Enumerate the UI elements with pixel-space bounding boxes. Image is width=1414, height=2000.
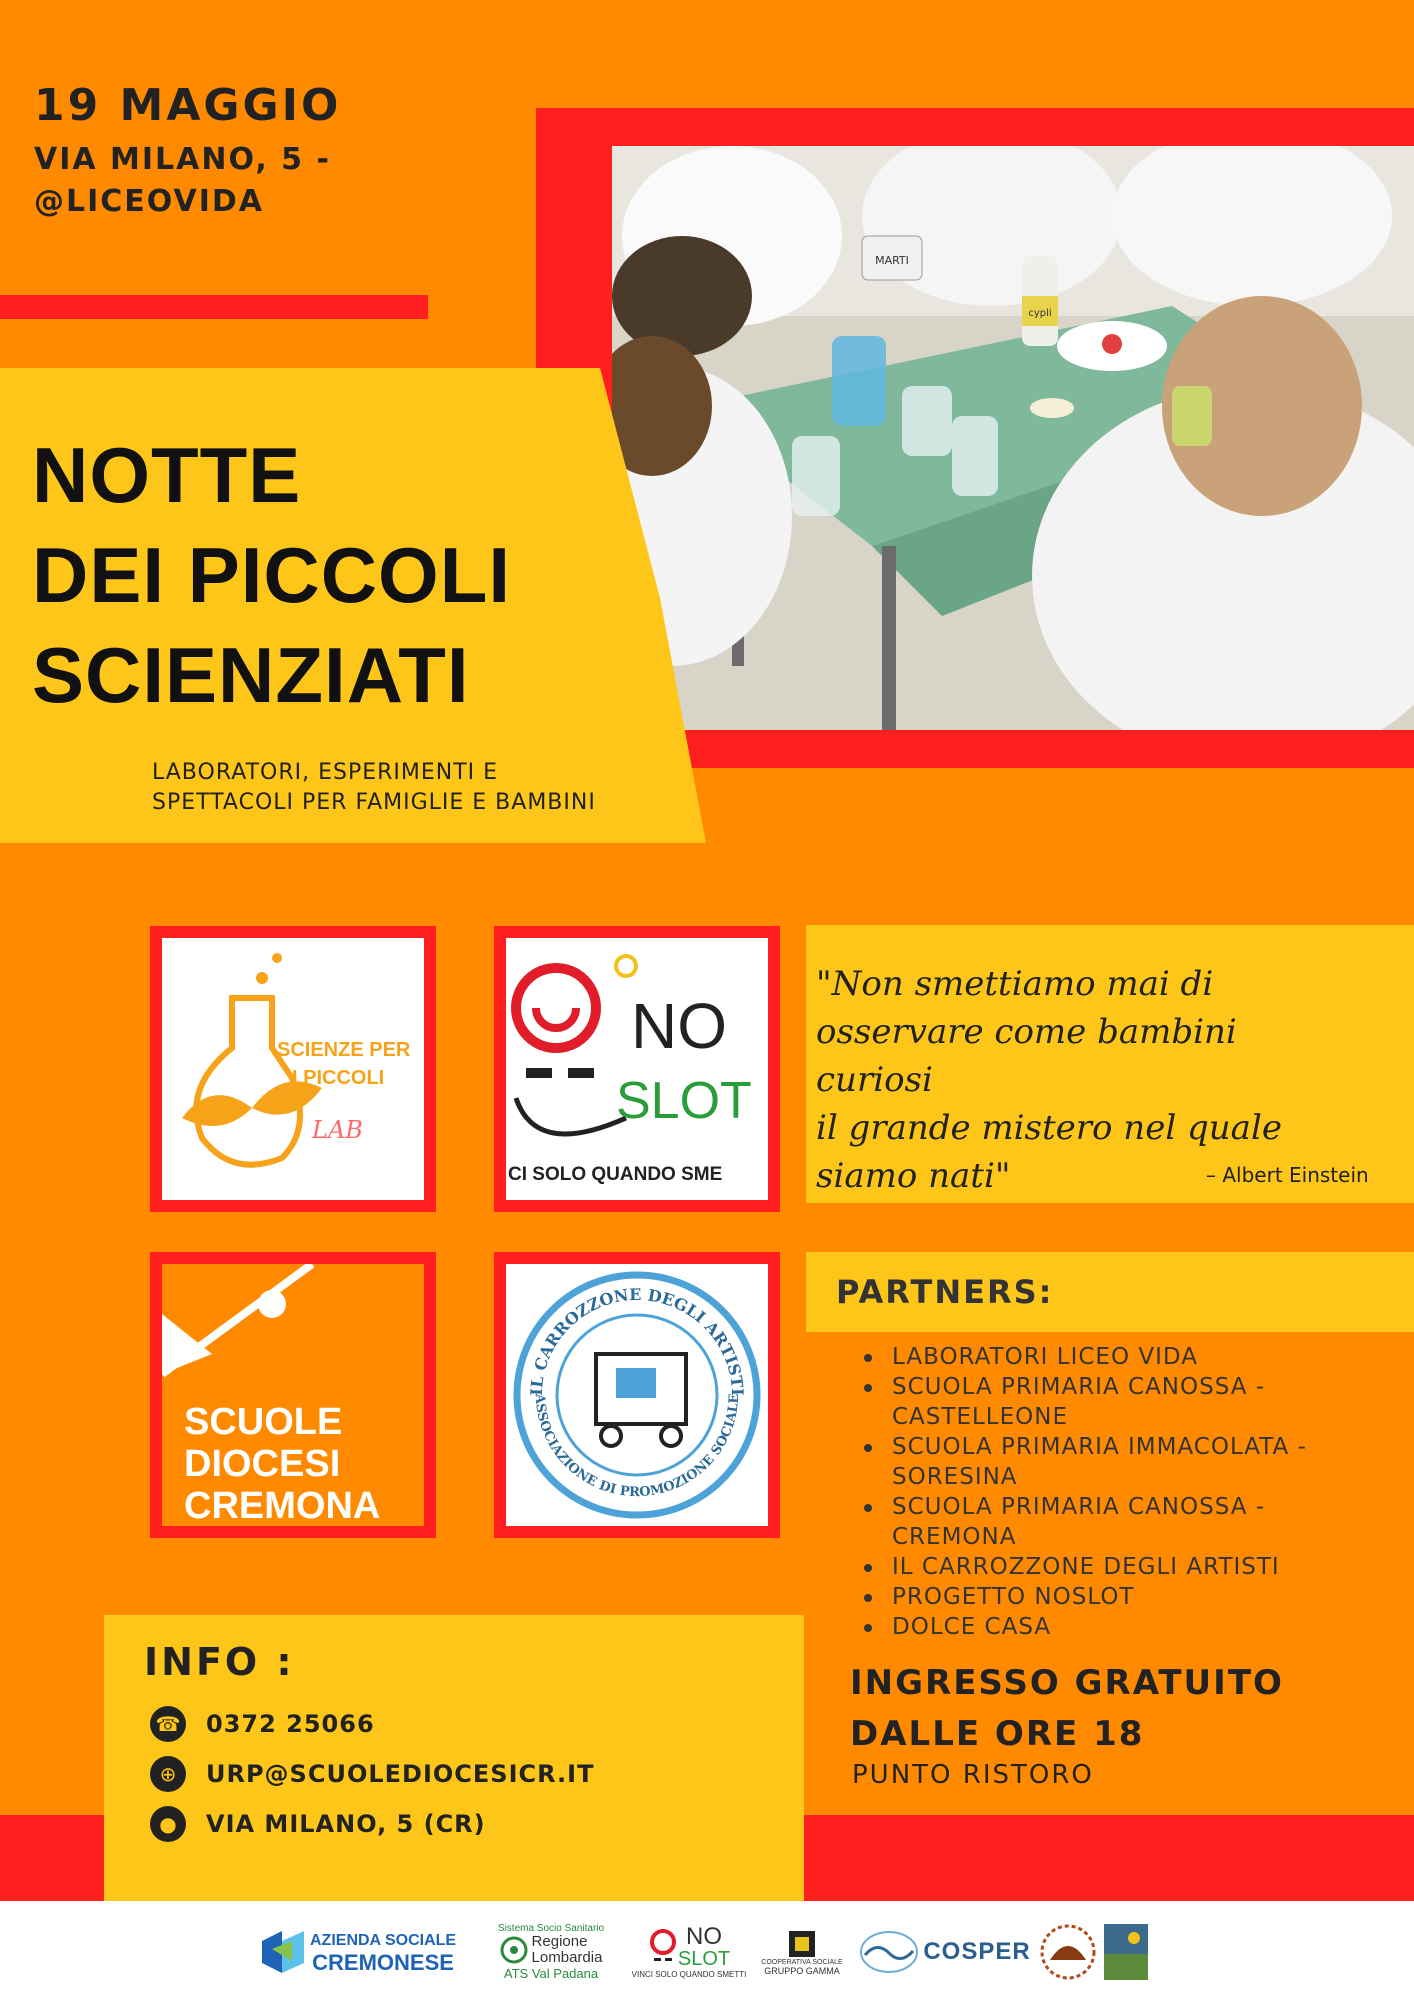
carrozzone-top-text: IL CARROZZONE DEGLI ARTISTI xyxy=(526,1284,748,1396)
bottle-label: cypli xyxy=(1028,308,1052,319)
refreshment-point: PUNTO RISTORO xyxy=(852,1760,1094,1790)
red-divider xyxy=(0,295,428,319)
flask-icon xyxy=(196,998,300,1165)
quote-line-4: siamo nati" xyxy=(816,1156,1011,1196)
partner-item: SCUOLA PRIMARIA IMMACOLATA - SORESINA xyxy=(860,1432,1380,1492)
scienze-badge: LAB xyxy=(312,1116,363,1144)
scuole-line-3: CREMONA xyxy=(184,1485,381,1526)
event-title-line-3: SCIENZIATI xyxy=(32,631,470,719)
info-phone[interactable]: 0372 25066 xyxy=(206,1710,375,1738)
quote-line-3: il grande mistero nel quale xyxy=(816,1108,1282,1148)
info-address: VIA MILANO, 5 (CR) xyxy=(206,1810,486,1838)
event-title-line-2: DEI PICCOLI xyxy=(32,531,512,619)
name-tag: MARTI xyxy=(875,254,909,267)
event-handle: @LICEOVIDA xyxy=(34,184,264,219)
regione-line-1: Regione xyxy=(531,1933,588,1950)
regione-line-2: Lombardia xyxy=(531,1949,603,1966)
sponsor-consortium-logo xyxy=(1100,1910,1152,1994)
quote-line-2: osservare come bambini curiosi xyxy=(816,1012,1237,1100)
logo-scienze-per-i-piccoli xyxy=(150,926,436,1212)
sponsor-azienda-sociale-cremonese xyxy=(262,1910,472,1994)
info-phone-row xyxy=(150,1704,375,1744)
scienze-line-2: I PICCOLI xyxy=(292,1067,385,1089)
event-photo xyxy=(612,146,1414,730)
quote-author: – Albert Einstein xyxy=(1206,1163,1369,1187)
gamma-line-2: GRUPPO GAMMA xyxy=(764,1965,840,1976)
logo-carrozzone-degli-artisti xyxy=(494,1252,780,1538)
sponsor-noslot-word-1: NO xyxy=(686,1922,722,1950)
event-title-line-1: NOTTE xyxy=(32,431,302,519)
sponsor-noslot-word-2: SLOT xyxy=(677,1947,731,1970)
node-icon xyxy=(258,1290,286,1318)
leaf-icon xyxy=(182,1095,252,1126)
sponsor-wave-logo xyxy=(852,1910,926,1994)
partner-item: PROGETTO NOSLOT xyxy=(860,1582,1380,1612)
partners-title: PARTNERS: xyxy=(836,1273,1054,1311)
info-title: INFO : xyxy=(144,1640,295,1684)
azienda-line-1: AZIENDA SOCIALE xyxy=(310,1932,457,1949)
event-address: VIA MILANO, 5 - xyxy=(34,142,331,177)
regione-ats: ATS Val Padana xyxy=(503,1966,599,1981)
azienda-line-2: CREMONESE xyxy=(312,1950,454,1975)
partner-item: LABORATORI LICEO VIDA xyxy=(860,1342,1380,1372)
partner-item: SCUOLA PRIMARIA CANOSSA - CASTELLEONE xyxy=(860,1372,1380,1432)
wave-logo-icon xyxy=(859,1927,919,1977)
info-email-row xyxy=(150,1754,594,1794)
globe-icon: ⊕ xyxy=(150,1756,186,1792)
quote-line-1: "Non smettiamo mai di xyxy=(816,964,1214,1004)
partner-item: IL CARROZZONE DEGLI ARTISTI xyxy=(860,1552,1380,1582)
phone-icon: ☎ xyxy=(150,1706,186,1742)
scuole-line-1: SCUOLE xyxy=(184,1401,343,1443)
logo-noslot xyxy=(494,926,780,1212)
regione-top: Sistema Socio Sanitario xyxy=(497,1923,605,1934)
partner-item: SCUOLA PRIMARIA CANOSSA - CREMONA xyxy=(860,1492,1380,1552)
sponsor-badge-logo xyxy=(1032,1910,1104,1994)
seal-logo-icon xyxy=(1038,1922,1098,1982)
partners-list xyxy=(860,1342,1380,1642)
cosper-text: COSPER xyxy=(923,1938,1031,1965)
sponsor-regione-lombardia xyxy=(484,1910,618,1994)
free-entry: INGRESSO GRATUITO xyxy=(850,1663,1284,1703)
noslot-tagline: CI SOLO QUANDO SME xyxy=(508,1164,723,1185)
event-subtitle-line-2: SPETTACOLI PER FAMIGLIE E BAMBINI xyxy=(152,790,596,815)
info-address-row xyxy=(150,1804,486,1844)
sponsor-gruppo-gamma xyxy=(756,1910,848,1994)
sponsor-noslot-tagline: VINCI SOLO QUANDO SMETTI xyxy=(631,1969,747,1979)
event-date: 19 MAGGIO xyxy=(34,80,342,131)
map-pin-icon: ● xyxy=(150,1806,186,1842)
start-time: DALLE ORE 18 xyxy=(850,1714,1145,1754)
event-subtitle-line-1: LABORATORI, ESPERIMENTI E xyxy=(152,760,499,785)
spiral-icon xyxy=(516,968,596,1048)
carrozzone-bottom-text: ASSOCIAZIONE DI PROMOZIONE SOCIALE xyxy=(531,1393,743,1501)
sponsor-noslot xyxy=(624,1910,754,1994)
partner-item: DOLCE CASA xyxy=(860,1612,1380,1642)
noslot-word-2: SLOT xyxy=(616,1072,752,1130)
info-email[interactable]: URP@SCUOLEDIOCESICR.IT xyxy=(206,1760,595,1788)
gamma-logo-icon xyxy=(787,1929,817,1959)
azienda-logo-icon xyxy=(262,1931,304,1973)
noslot-spiral-icon xyxy=(648,1928,678,1968)
gamma-line-1: COOPERATIVA SOCIALE xyxy=(761,1958,843,1966)
logo-scuole-diocesi-cremona xyxy=(150,1252,436,1538)
scuole-line-2: DIOCESI xyxy=(184,1443,341,1485)
scienze-line-1: SCIENZE PER xyxy=(277,1039,411,1061)
noslot-word-1: NO xyxy=(631,990,727,1062)
sponsor-cosper xyxy=(923,1910,1031,1994)
rosa-camuna-icon xyxy=(500,1936,528,1964)
consortium-logo-icon xyxy=(1104,1924,1148,1980)
